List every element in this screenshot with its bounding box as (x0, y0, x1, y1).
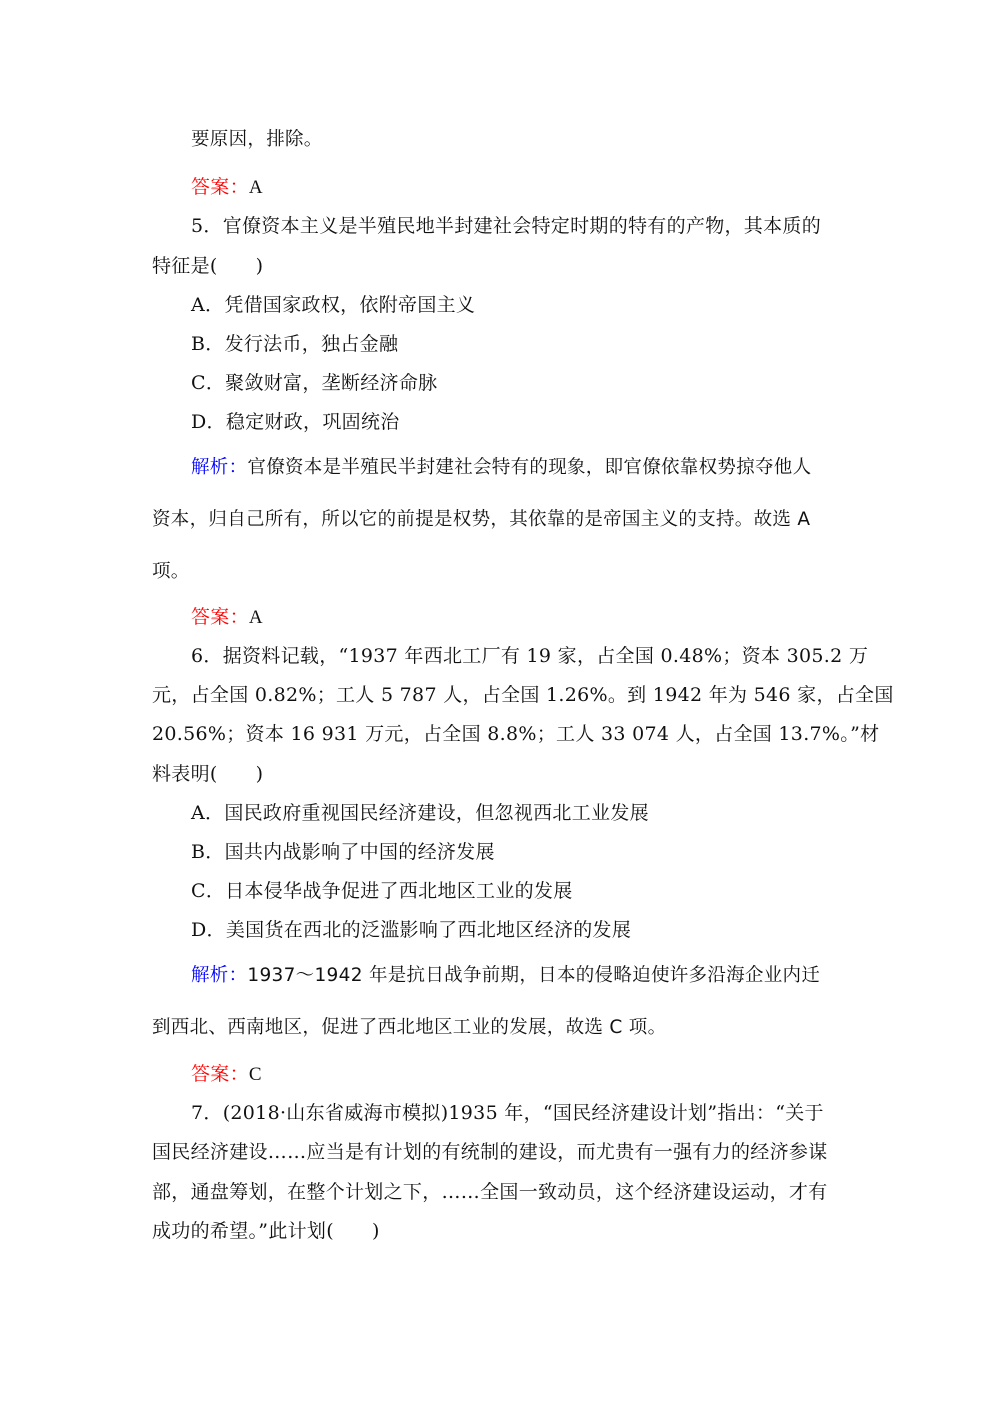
q5-stem-text: 特征是( (152, 255, 218, 277)
q5-option-c (191, 371, 437, 395)
answer-label: 答案： (191, 606, 249, 628)
option-text: 发行法币，独占金融 (224, 333, 399, 355)
option-letter: A． (191, 802, 225, 824)
option-text: 国民政府重视国民经济建设，但忽视西北工业发展 (224, 802, 649, 824)
q6-option-d (191, 918, 631, 942)
option-letter: C． (191, 372, 226, 394)
q5-analysis-line2: 资本，归自己所有，所以它的前提是权势，其依靠的是帝国主义的支持。故选 A (152, 509, 811, 530)
q7-stem-text: 成功的希望。”此计划( (152, 1220, 334, 1242)
option-letter: D． (191, 411, 226, 433)
previous-analysis-tail: 要原因，排除。 (191, 129, 323, 150)
q6-option-b (191, 840, 495, 864)
q5-option-a (191, 293, 475, 317)
option-text: 稳定财政，巩固统治 (225, 411, 400, 433)
paren-close: ) (371, 1220, 380, 1242)
q5-option-d (191, 410, 400, 434)
option-text: 凭借国家政权，依附帝国主义 (224, 294, 476, 316)
option-letter: B． (191, 841, 225, 863)
q6-option-a (191, 801, 649, 825)
analysis-label: 解析： (191, 965, 248, 986)
analysis-text: 1937～1942 年是抗日战争前期，日本的侵略迫使许多沿海企业内迁 (247, 965, 821, 986)
answer-value: C (248, 1064, 262, 1085)
option-letter: B． (191, 333, 225, 355)
analysis-text: 官僚资本是半殖民半封建社会特有的现象，即官僚依靠权势掠夺他人 (247, 457, 812, 478)
q7-stem-line1: 7．(2018·山东省威海市模拟)1935 年，“国民经济建设计划”指出：“关于 (191, 1102, 824, 1124)
q4-answer (191, 175, 263, 200)
option-text: 聚敛财富，垄断经济命脉 (225, 372, 438, 394)
q6-stem-line1: 6．据资料记载，“1937 年西北工厂有 19 家，占全国 0.48%；资本 305.2 万 (191, 645, 869, 667)
q6-analysis-line2: 到西北、西南地区，促进了西北地区工业的发展，故选 C 项。 (152, 1017, 667, 1038)
q5-stem-line1: 5．官僚资本主义是半殖民地半封建社会特定时期的特有的产物，其本质的 (191, 215, 821, 237)
q6-stem-line2: 元，占全国 0.82%；工人 5 787 人，占全国 1.26%。到 1942 年为 546 家，占全国 (152, 684, 894, 706)
option-letter: A． (191, 294, 225, 316)
q5-stem-line2 (152, 254, 263, 278)
answer-value: A (248, 607, 263, 628)
answer-label: 答案： (191, 176, 249, 198)
option-letter: D． (191, 919, 226, 941)
q5-analysis-line3: 项。 (152, 561, 190, 582)
paren-close: ) (255, 255, 264, 277)
q5-answer (191, 605, 263, 630)
analysis-label: 解析： (191, 457, 248, 478)
q6-analysis-line1 (191, 964, 820, 988)
paren-close: ) (255, 763, 264, 785)
q5-analysis-line1 (191, 456, 811, 480)
q6-answer (191, 1062, 262, 1087)
option-letter: C． (191, 880, 226, 902)
answer-value: A (248, 177, 263, 198)
q6-stem-line4 (152, 762, 263, 786)
option-text: 美国货在西北的泛滥影响了西北地区经济的发展 (225, 919, 632, 941)
q6-stem-text: 料表明( (152, 763, 218, 785)
answer-label: 答案： (191, 1063, 249, 1085)
q7-stem-line4 (152, 1219, 380, 1243)
q6-stem-line3: 20.56%；资本 16 931 万元，占全国 8.8%；工人 33 074 人，占全国 13.7%。”材 (152, 723, 880, 745)
q7-stem-line3: 部，通盘筹划，在整个计划之下，……全国一致动员，这个经济建设运动，才有 (152, 1181, 828, 1203)
q6-option-c (191, 879, 573, 903)
option-text: 国共内战影响了中国的经济发展 (224, 841, 495, 863)
q5-option-b (191, 332, 398, 356)
q7-stem-line2: 国民经济建设……应当是有计划的有统制的建设，而尤贵有一强有力的经济参谋 (152, 1141, 828, 1163)
option-text: 日本侵华战争促进了西北地区工业的发展 (225, 880, 573, 902)
